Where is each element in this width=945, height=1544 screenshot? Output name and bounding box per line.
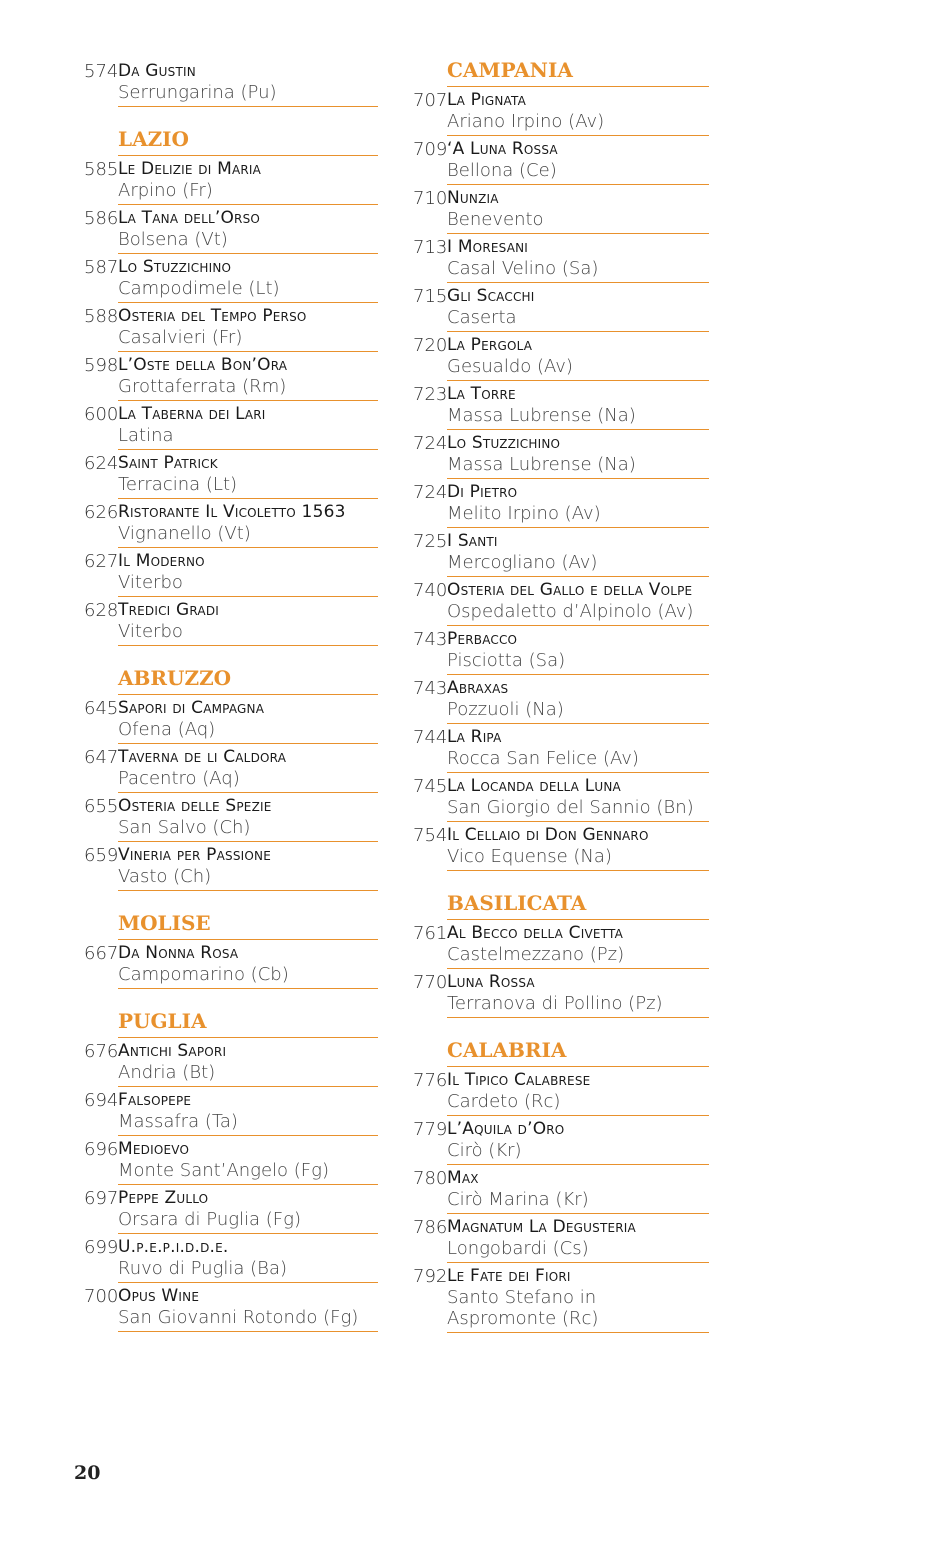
page-ref-number: 724 [413,482,448,503]
restaurant-name: Da Nonna Rosa [118,943,239,963]
list-item [413,773,709,822]
page-ref-number: 723 [413,384,448,405]
restaurant-name: Luna Rossa [447,972,535,992]
restaurant-name: L’Aquila d’Oro [447,1119,565,1139]
page-ref-number: 710 [413,188,448,209]
restaurant-location: Monte Sant’Angelo (Fg) [118,1160,329,1181]
page-ref-number: 585 [84,159,119,180]
region-section [413,58,709,871]
restaurant-location: Campodimele (Lt) [118,278,280,299]
list-item [413,1165,709,1214]
list-item [413,430,709,479]
divider [118,890,378,891]
left-column [84,58,378,1332]
divider [447,1017,709,1018]
page-ref-number: 628 [84,600,119,621]
restaurant-location: Massa Lubrense (Na) [447,405,636,426]
page-ref-number: 780 [413,1168,448,1189]
restaurant-name: U.p.e.p.i.d.d.e. [118,1237,229,1257]
page-ref-number: 659 [84,845,119,866]
list-item [84,1234,378,1283]
page-ref-number: 744 [413,727,448,748]
restaurant-location: Ospedaletto d’Alpinolo (Av) [447,601,694,622]
entry-list [84,695,378,891]
restaurant-name: Lo Stuzzichino [447,433,561,453]
page-ref-number: 645 [84,698,119,719]
list-item [84,450,378,499]
region-section [84,127,378,646]
restaurant-location: Campomarino (Cb) [118,964,289,985]
restaurant-location: Viterbo [118,572,183,593]
region-section [84,58,378,107]
restaurant-name: Il Tipico Calabrese [447,1070,591,1090]
region-section [413,891,709,1018]
page-ref-number: 694 [84,1090,119,1111]
page-ref-number: 586 [84,208,119,229]
region-heading: PUGLIA [118,1009,378,1038]
restaurant-location: Pacentro (Aq) [118,768,240,789]
restaurant-location: Casalvieri (Fr) [118,327,243,348]
region-heading: BASILICATA [447,891,709,920]
list-item [413,969,709,1018]
entry-list [413,87,709,871]
list-item [84,499,378,548]
restaurant-name: Abraxas [447,678,509,698]
restaurant-location: Serrungarina (Pu) [118,82,277,103]
page-ref-number: 697 [84,1188,119,1209]
right-column [413,58,709,1333]
restaurant-location: Orsara di Puglia (Fg) [118,1209,301,1230]
list-item [84,597,378,646]
restaurant-name: Opus Wine [118,1286,200,1306]
list-item [413,822,709,871]
restaurant-location: Pozzuoli (Na) [447,699,564,720]
page-ref-number: 624 [84,453,119,474]
divider [118,988,378,989]
region-heading: ABRUZZO [118,666,378,695]
list-item [84,1283,378,1332]
restaurant-name: Tredici Gradi [118,600,220,620]
restaurant-location: Caserta [447,307,517,328]
restaurant-name: Le Fate dei Fiori [447,1266,571,1286]
page-ref-number: 627 [84,551,119,572]
list-item [84,156,378,205]
restaurant-location: Viterbo [118,621,183,642]
restaurant-location: Terranova di Pollino (Pz) [447,993,663,1014]
restaurant-name: Osteria del Tempo Perso [118,306,307,326]
list-item [84,1087,378,1136]
page-ref-number: 740 [413,580,448,601]
page-ref-number: 588 [84,306,119,327]
list-item [84,205,378,254]
list-item [413,1214,709,1263]
page-ref-number: 600 [84,404,119,425]
list-item [84,940,378,989]
restaurant-name: Ristorante Il Vicoletto 1563 [118,502,346,522]
region-heading: CAMPANIA [447,58,709,87]
restaurant-name: Falsopepe [118,1090,192,1110]
page-ref-number: 776 [413,1070,448,1091]
restaurant-name: Il Cellaio di Don Gennaro [447,825,649,845]
list-item [413,283,709,332]
restaurant-location: Ofena (Aq) [118,719,216,740]
divider [118,645,378,646]
restaurant-location: Andria (Bt) [118,1062,216,1083]
page-number: 20 [74,1462,101,1484]
restaurant-location: Latina [118,425,174,446]
page-ref-number: 574 [84,61,119,82]
restaurant-location: Cirò Marina (Kr) [447,1189,589,1210]
page-ref-number: 713 [413,237,448,258]
list-item [84,744,378,793]
list-item [84,1185,378,1234]
page-ref-number: 598 [84,355,119,376]
list-item [413,920,709,969]
restaurant-location: San Giovanni Rotondo (Fg) [118,1307,359,1328]
restaurant-location: San Salvo (Ch) [118,817,251,838]
restaurant-name: Max [447,1168,479,1188]
restaurant-name: Taverna de li Caldora [118,747,287,767]
page-ref-number: 724 [413,433,448,454]
page-ref-number: 655 [84,796,119,817]
restaurant-location: Casal Velino (Sa) [447,258,599,279]
restaurant-name: Osteria del Gallo e della Volpe [447,580,693,600]
restaurant-name: Medioevo [118,1139,190,1159]
restaurant-location: Cardeto (Rc) [447,1091,561,1112]
list-item [413,381,709,430]
region-heading: LAZIO [118,127,378,156]
divider [118,106,378,107]
list-item [413,626,709,675]
restaurant-name: Sapori di Campagna [118,698,265,718]
list-item [84,1136,378,1185]
restaurant-location: Terracina (Lt) [118,474,238,495]
restaurant-name: Le Delizie di Maria [118,159,262,179]
restaurant-name: La Torre [447,384,516,404]
list-item [413,479,709,528]
restaurant-location: Massafra (Ta) [118,1111,238,1132]
region-section [84,1009,378,1332]
restaurant-name: Da Gustin [118,61,196,81]
entry-list [413,920,709,1018]
restaurant-location: Gesualdo (Av) [447,356,573,377]
restaurant-name: La Tana dell’Orso [118,208,261,228]
list-item [413,1116,709,1165]
page-ref-number: 720 [413,335,448,356]
list-item [413,87,709,136]
list-item [413,1067,709,1116]
list-item [84,401,378,450]
region-section [84,666,378,891]
region-heading: MOLISE [118,911,378,940]
restaurant-name: Saint Patrick [118,453,218,473]
restaurant-name: La Ripa [447,727,502,747]
restaurant-name: La Taberna dei Lari [118,404,266,424]
restaurant-name: Peppe Zullo [118,1188,209,1208]
entry-list [84,940,378,989]
page-ref-number: 715 [413,286,448,307]
page-ref-number: 754 [413,825,448,846]
restaurant-name: Al Becco della Civetta [447,923,623,943]
restaurant-location: San Giorgio del Sannio (Bn) [447,797,694,818]
list-item [413,332,709,381]
restaurant-location: Ruvo di Puglia (Ba) [118,1258,288,1279]
divider [118,1331,378,1332]
restaurant-location: Vico Equense (Na) [447,846,612,867]
restaurant-location: Massa Lubrense (Na) [447,454,636,475]
list-item [84,548,378,597]
restaurant-location: Arpino (Fr) [118,180,213,201]
list-item [413,724,709,773]
page-ref-number: 696 [84,1139,119,1160]
region-section [84,911,378,989]
list-item [84,1038,378,1087]
list-item [84,303,378,352]
restaurant-location: Cirò (Kr) [447,1140,522,1161]
restaurant-location: Bellona (Ce) [447,160,557,181]
list-item [413,185,709,234]
restaurant-location: Rocca San Felice (Av) [447,748,639,769]
restaurant-name: I Moresani [447,237,529,257]
page-ref-number: 647 [84,747,119,768]
restaurant-location: Melito Irpino (Av) [447,503,601,524]
page-ref-number: 792 [413,1266,448,1287]
divider [447,870,709,871]
divider [447,1332,709,1333]
page-ref-number: 743 [413,629,448,650]
page-ref-number: 770 [413,972,448,993]
region-heading: CALABRIA [447,1038,709,1067]
entry-list [84,156,378,646]
page-ref-number: 587 [84,257,119,278]
page-ref-number: 786 [413,1217,448,1238]
list-item [413,1263,709,1333]
restaurant-name: Antichi Sapori [118,1041,227,1061]
restaurant-location: Ariano Irpino (Av) [447,111,605,132]
page-ref-number: 761 [413,923,448,944]
restaurant-name: Nunzia [447,188,499,208]
restaurant-location: Mercogliano (Av) [447,552,598,573]
list-item [84,695,378,744]
page-ref-number: 745 [413,776,448,797]
restaurant-location: Grottaferrata (Rm) [118,376,287,397]
restaurant-name: ‘A Luna Rossa [447,139,558,159]
restaurant-name: Perbacco [447,629,518,649]
page-ref-number: 676 [84,1041,119,1062]
list-item [413,675,709,724]
page-ref-number: 743 [413,678,448,699]
restaurant-location: Castelmezzano (Pz) [447,944,625,965]
restaurant-location: Bolsena (Vt) [118,229,228,250]
list-item [413,528,709,577]
list-item [413,577,709,626]
restaurant-location: Vasto (Ch) [118,866,212,887]
entry-list [413,1067,709,1333]
restaurant-name: Il Moderno [118,551,205,571]
restaurant-location: Longobardi (Cs) [447,1238,589,1259]
restaurant-location: Pisciotta (Sa) [447,650,566,671]
restaurant-name: Lo Stuzzichino [118,257,232,277]
restaurant-name: La Pergola [447,335,533,355]
page-ref-number: 709 [413,139,448,160]
page-ref-number: 700 [84,1286,119,1307]
page-ref-number: 779 [413,1119,448,1140]
list-item [413,234,709,283]
page-ref-number: 707 [413,90,448,111]
list-item [84,254,378,303]
restaurant-name: Vineria per Passione [118,845,272,865]
entry-list [84,1038,378,1332]
page-ref-number: 699 [84,1237,119,1258]
list-item [84,842,378,891]
restaurant-name: Osteria delle Spezie [118,796,272,816]
list-item [84,793,378,842]
restaurant-location: Vignanello (Vt) [118,523,251,544]
restaurant-name: L’Oste della Bon’Ora [118,355,288,375]
list-item [84,58,378,107]
region-section [413,1038,709,1333]
entry-list [84,58,378,107]
restaurant-name: Di Pietro [447,482,518,502]
restaurant-name: I Santi [447,531,498,551]
restaurant-name: Gli Scacchi [447,286,535,306]
list-item [413,136,709,185]
list-item [84,352,378,401]
restaurant-name: La Locanda della Luna [447,776,621,796]
page-ref-number: 725 [413,531,448,552]
restaurant-location: Benevento [447,209,544,230]
restaurant-location: Santo Stefano in Aspromonte (Rc) [447,1287,599,1329]
page-ref-number: 626 [84,502,119,523]
restaurant-name: La Pignata [447,90,527,110]
restaurant-name: Magnatum La Degusteria [447,1217,636,1237]
page-ref-number: 667 [84,943,119,964]
